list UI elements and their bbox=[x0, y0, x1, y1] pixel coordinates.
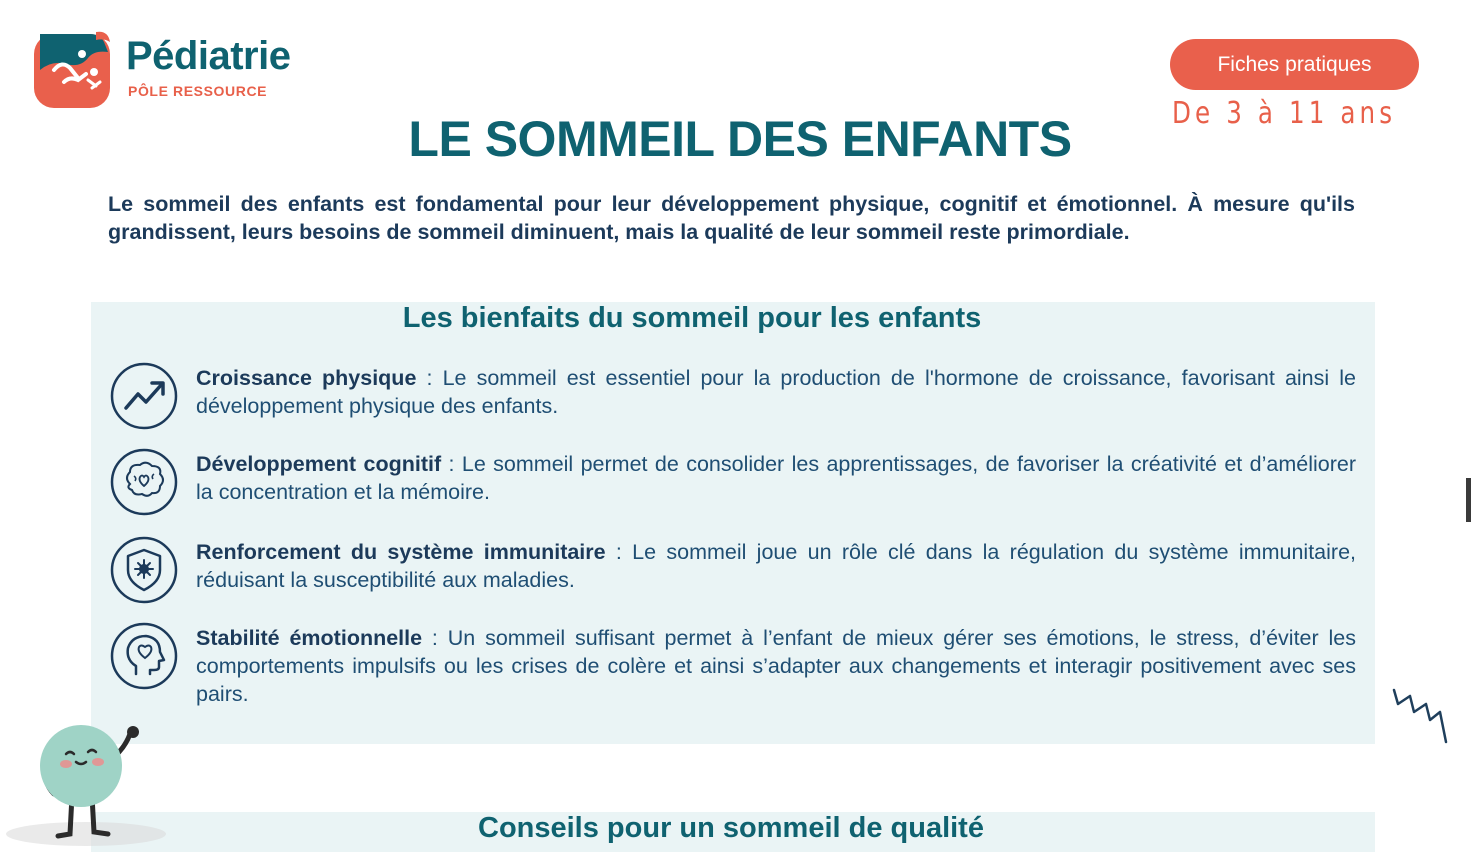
zigzag-decoration bbox=[1390, 686, 1450, 748]
head-heart-icon bbox=[110, 622, 178, 690]
logo-subtitle: PÔLE RESSOURCE bbox=[128, 83, 268, 99]
pediatrie-logo-icon bbox=[34, 30, 112, 108]
benefit-text: Renforcement du système immunitaire : Le sommeil joue un rôle clé dans la régulation du système immunitaire, réduisant la susceptibilité aux maladies. bbox=[196, 540, 1356, 592]
tips-title: Conseils pour un sommeil de qualité bbox=[478, 812, 984, 844]
benefits-title: Les bienfaits du sommeil pour les enfants bbox=[402, 302, 982, 334]
mascot-illustration bbox=[0, 720, 180, 852]
page-edge-marker bbox=[1466, 478, 1471, 522]
shield-virus-icon bbox=[110, 536, 178, 604]
logo-name: Pédiatrie bbox=[126, 34, 291, 78]
fiches-pratiques-button[interactable]: Fiches pratiques bbox=[1170, 39, 1419, 90]
benefit-text: Développement cognitif : Le sommeil permet de consolider les apprentissages, de favoriser la créativité et d’améliorer la concentration et la mémoire. bbox=[196, 452, 1356, 504]
page-title: LE SOMMEIL DES ENFANTS bbox=[408, 111, 1072, 167]
intro-paragraph: Le sommeil des enfants est fondamental pour leur développement physique, cognitif et émotionnel. À mesure qu'ils grandissent, leurs besoins de sommeil diminuent, mais la qualité de leur sommeil reste primordiale. bbox=[108, 192, 1355, 244]
growth-chart-icon bbox=[110, 362, 178, 430]
age-range: De 3 à 11 ans bbox=[1172, 96, 1397, 131]
logo[interactable] bbox=[34, 30, 334, 110]
benefit-text: Croissance physique : Le sommeil est essentiel pour la production de l'hormone de croissance, favorisant ainsi le développement physique des enfants. bbox=[196, 366, 1356, 418]
benefit-text: Stabilité émotionnelle : Un sommeil suffisant permet à l’enfant de mieux gérer ses émotions, le stress, d’éviter les comportements impulsifs ou les crises de colère et ainsi s’adapter aux changements et interagir positivement avec ses pairs. bbox=[196, 626, 1356, 706]
brain-heart-icon bbox=[110, 448, 178, 516]
